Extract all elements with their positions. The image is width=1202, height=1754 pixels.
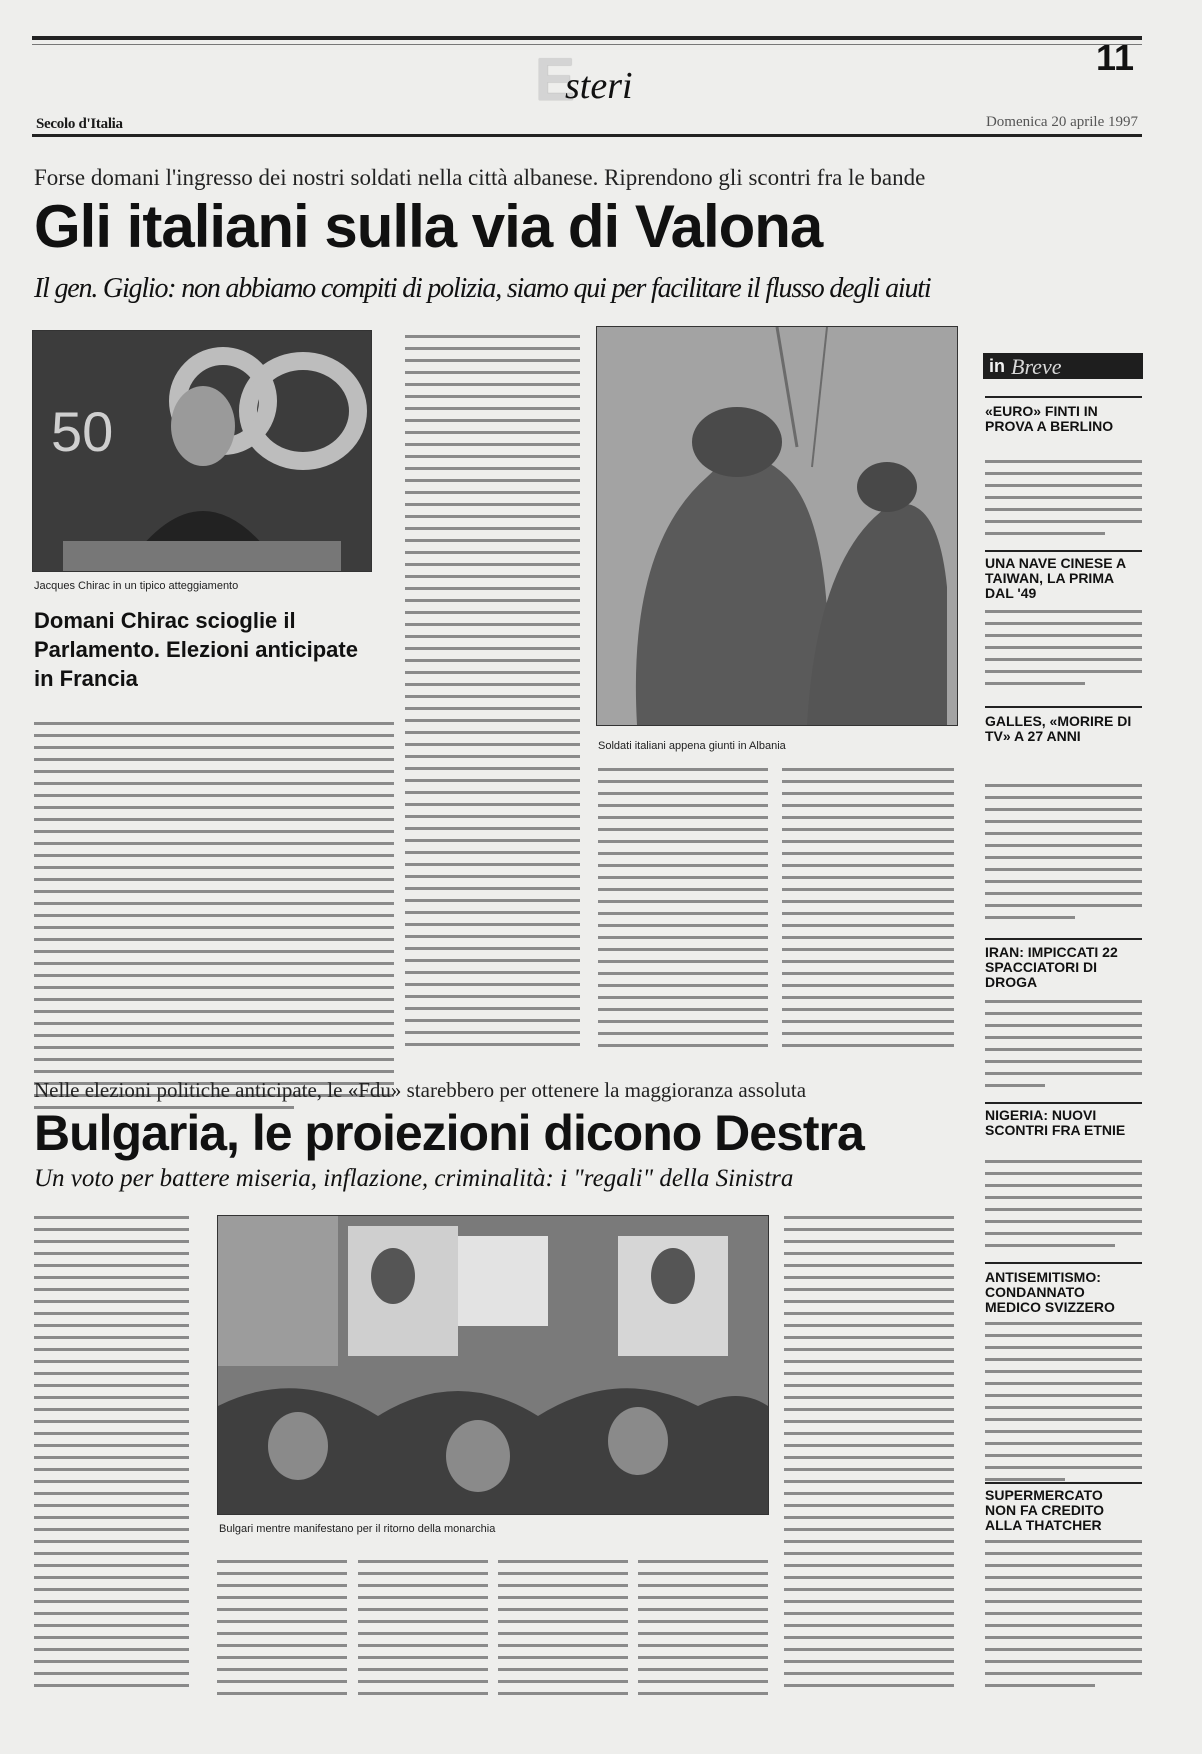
sidebar-divider: [985, 1482, 1142, 1484]
brief-5-headline: NIGERIA: NUOVI SCONTRI FRA ETNIE: [985, 1107, 1126, 1138]
brief-6-headline: ANTISEMITISMO: CONDANNATO MEDICO SVIZZERO: [985, 1269, 1115, 1315]
sidebar-title-breve: Breve: [1011, 354, 1062, 379]
sidebar-title: [983, 353, 1143, 379]
chirac-headline: Domani Chirac scioglie il Parlamento. Elezioni anticipate in Francia: [34, 608, 358, 691]
issue-date: Domenica 20 aprile 1997: [985, 114, 1138, 130]
svg-text:50: 50: [51, 400, 114, 463]
bulgaria-photo-art: [218, 1216, 768, 1514]
soldiers-photo: [596, 326, 958, 726]
sidebar-divider: [985, 706, 1142, 708]
lead-subhead: Il gen. Giglio: non abbiamo compiti di polizia, siamo qui per facilitare il flusso degli aiuti: [34, 273, 931, 304]
sidebar-divider: [985, 938, 1142, 940]
top-rule: [32, 36, 1142, 40]
soldiers-photo-caption: Soldati italiani appena giunti in Albania: [598, 740, 786, 752]
lead-headline: Gli italiani sulla via di Valona: [34, 193, 823, 260]
section-logo-initial: E: [535, 46, 576, 113]
masthead-bottom-rule: [32, 134, 1142, 137]
paper-name: Secolo d'Italia: [36, 116, 123, 132]
bulgaria-photo: [217, 1215, 769, 1515]
sidebar-divider: [985, 396, 1142, 398]
bulgaria-headline: Bulgaria, le proiezioni dicono Destra: [34, 1105, 864, 1161]
section-logo-rest: steri: [565, 65, 633, 107]
brief-2-headline: UNA NAVE CINESE A TAIWAN, LA PRIMA DAL '49: [985, 555, 1126, 601]
sidebar-divider: [985, 550, 1142, 552]
soldiers-photo-art: [597, 327, 957, 725]
sidebar-title-in: in: [989, 356, 1005, 376]
chirac-photo: [32, 330, 372, 572]
brief-3-headline: GALLES, «MORIRE DI TV» A 27 ANNI: [985, 713, 1132, 744]
bulgaria-photo-caption: Bulgari mentre manifestano per il ritorno della monarchia: [219, 1523, 496, 1535]
chirac-photo-caption: Jacques Chirac in un tipico atteggiamento: [34, 580, 239, 592]
brief-7-headline: SUPERMERCATO NON FA CREDITO ALLA THATCHER: [985, 1487, 1105, 1533]
sidebar-divider: [985, 1262, 1142, 1264]
section-logo: [535, 46, 695, 113]
bulgaria-kicker: Nelle elezioni politiche anticipate, le «Fdu» starebbero per ottenere la maggioranza assoluta: [34, 1078, 807, 1102]
page-number: 11: [1095, 37, 1134, 78]
chirac-photo-art: [33, 331, 371, 571]
sidebar-divider: [985, 1102, 1142, 1104]
lead-kicker: Forse domani l'ingresso dei nostri soldati nella città albanese. Riprendono gli scontri fra le bande: [34, 165, 926, 190]
bulgaria-subhead: Un voto per battere miseria, inflazione, criminalità: i "regali" della Sinistra: [34, 1165, 794, 1192]
brief-4-headline: IRAN: IMPICCATI 22 SPACCIATORI DI DROGA: [985, 944, 1118, 990]
top-rule-thin: [32, 44, 1142, 45]
brief-1-headline: «EURO» FINTI IN PROVA A BERLINO: [985, 403, 1114, 434]
